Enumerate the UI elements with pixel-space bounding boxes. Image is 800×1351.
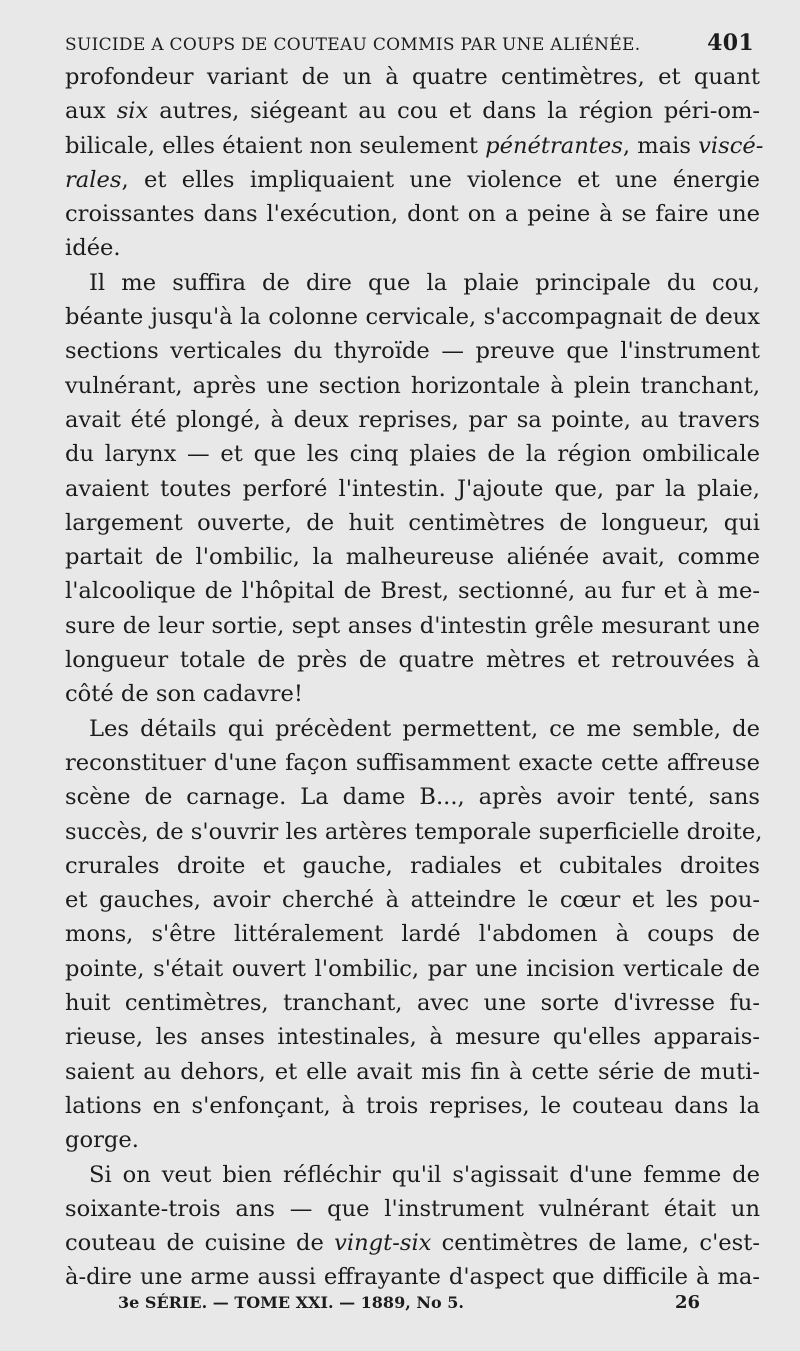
text-line: Si on veut bien réfléchir qu'il s'agissait d'une femme de — [89, 1161, 760, 1188]
text-line: profondeur variant de un à quatre centimètres, et quant — [65, 64, 760, 90]
text-line: idée. — [65, 235, 121, 262]
text-line: saient au dehors, et elle avait mis fin à cette série de muti- — [65, 1058, 760, 1085]
text-line: gorge. — [65, 1127, 139, 1154]
text-line: béante jusqu'à la colonne cervicale, s'accompagnait de deux — [65, 304, 760, 331]
text-line: avait été plongé, à deux reprises, par sa pointe, au travers — [65, 406, 760, 433]
text-line: succès, de s'ouvrir les artères temporale superficielle droite, — [65, 818, 763, 845]
text-line: soixante-trois ans — que l'instrument vulnérant était un — [65, 1195, 760, 1222]
text-line: largement ouverte, de huit centimètres de longueur, qui — [65, 509, 760, 536]
text-line: longueur totale de près de quatre mètres et retrouvées à — [65, 647, 760, 674]
text-line: du larynx — et que les cinq plaies de la région ombilicale — [65, 441, 760, 468]
text-line: sections verticales du thyroïde — preuve que l'instrument — [65, 338, 760, 365]
text-line: côté de son cadavre! — [65, 681, 303, 708]
text-line: rales, et elles impliquaient une violence et une énergie — [65, 166, 760, 193]
page-footer — [118, 1292, 700, 1313]
text-line: partait de l'ombilic, la malheureuse aliénée avait, comme — [65, 544, 760, 571]
running-title: SUICIDE A COUPS DE COUTEAU COMMIS PAR UNE ALIÉNÉE. — [65, 35, 641, 55]
text-line: sure de leur sortie, sept anses d'intestin grêle mesurant une — [65, 612, 760, 639]
page-number: 401 — [707, 30, 754, 56]
text-line: huit centimètres, tranchant, avec une sorte d'ivresse fu- — [65, 990, 760, 1017]
text-line: l'alcoolique de l'hôpital de Brest, sectionné, au fur et à me- — [65, 578, 760, 605]
text-line: aux six autres, siégeant au cou et dans la région péri-om- — [65, 98, 760, 125]
text-line: et gauches, avoir cherché à atteindre le cœur et les pou- — [65, 887, 760, 914]
body-text — [65, 60, 764, 1295]
text-line: crurales droite et gauche, radiales et cubitales droites — [65, 852, 760, 879]
text-line: à-dire une arme aussi effrayante d'aspect que difficile à ma- — [65, 1264, 760, 1291]
text-line: lations en s'enfonçant, à trois reprises, le couteau dans la — [65, 1092, 760, 1119]
text-line: scène de carnage. La dame B..., après avoir tenté, sans — [65, 784, 760, 811]
text-line: couteau de cuisine de vingt-six centimètres de lame, c'est- — [65, 1230, 760, 1257]
text-line: avaient toutes perforé l'intestin. J'ajoute que, par la plaie, — [65, 475, 760, 502]
text-line: reconstituer d'une façon suffisamment exacte cette affreuse — [65, 749, 760, 776]
text-line: mons, s'être littéralement lardé l'abdomen à coups de — [65, 921, 760, 948]
text-line: Il me suffira de dire que la plaie principale du cou, — [89, 269, 760, 296]
text-line: bilicale, elles étaient non seulement pénétrantes, mais viscé- — [65, 132, 764, 159]
text-line: pointe, s'était ouvert l'ombilic, par une incision verticale de — [65, 955, 760, 982]
sheet-number: 26 — [674, 1292, 700, 1313]
text-line: Les détails qui précèdent permettent, ce me semble, de — [89, 715, 760, 742]
series-info: 3e SÉRIE. — TOME XXI. — 1889, No 5. — [118, 1293, 464, 1312]
text-line: croissantes dans l'exécution, dont on a peine à se faire une — [65, 201, 760, 228]
text-line: vulnérant, après une section horizontale à plein tranchant, — [65, 372, 760, 399]
running-head — [65, 30, 760, 56]
text-line: rieuse, les anses intestinales, à mesure qu'elles apparais- — [65, 1024, 760, 1051]
